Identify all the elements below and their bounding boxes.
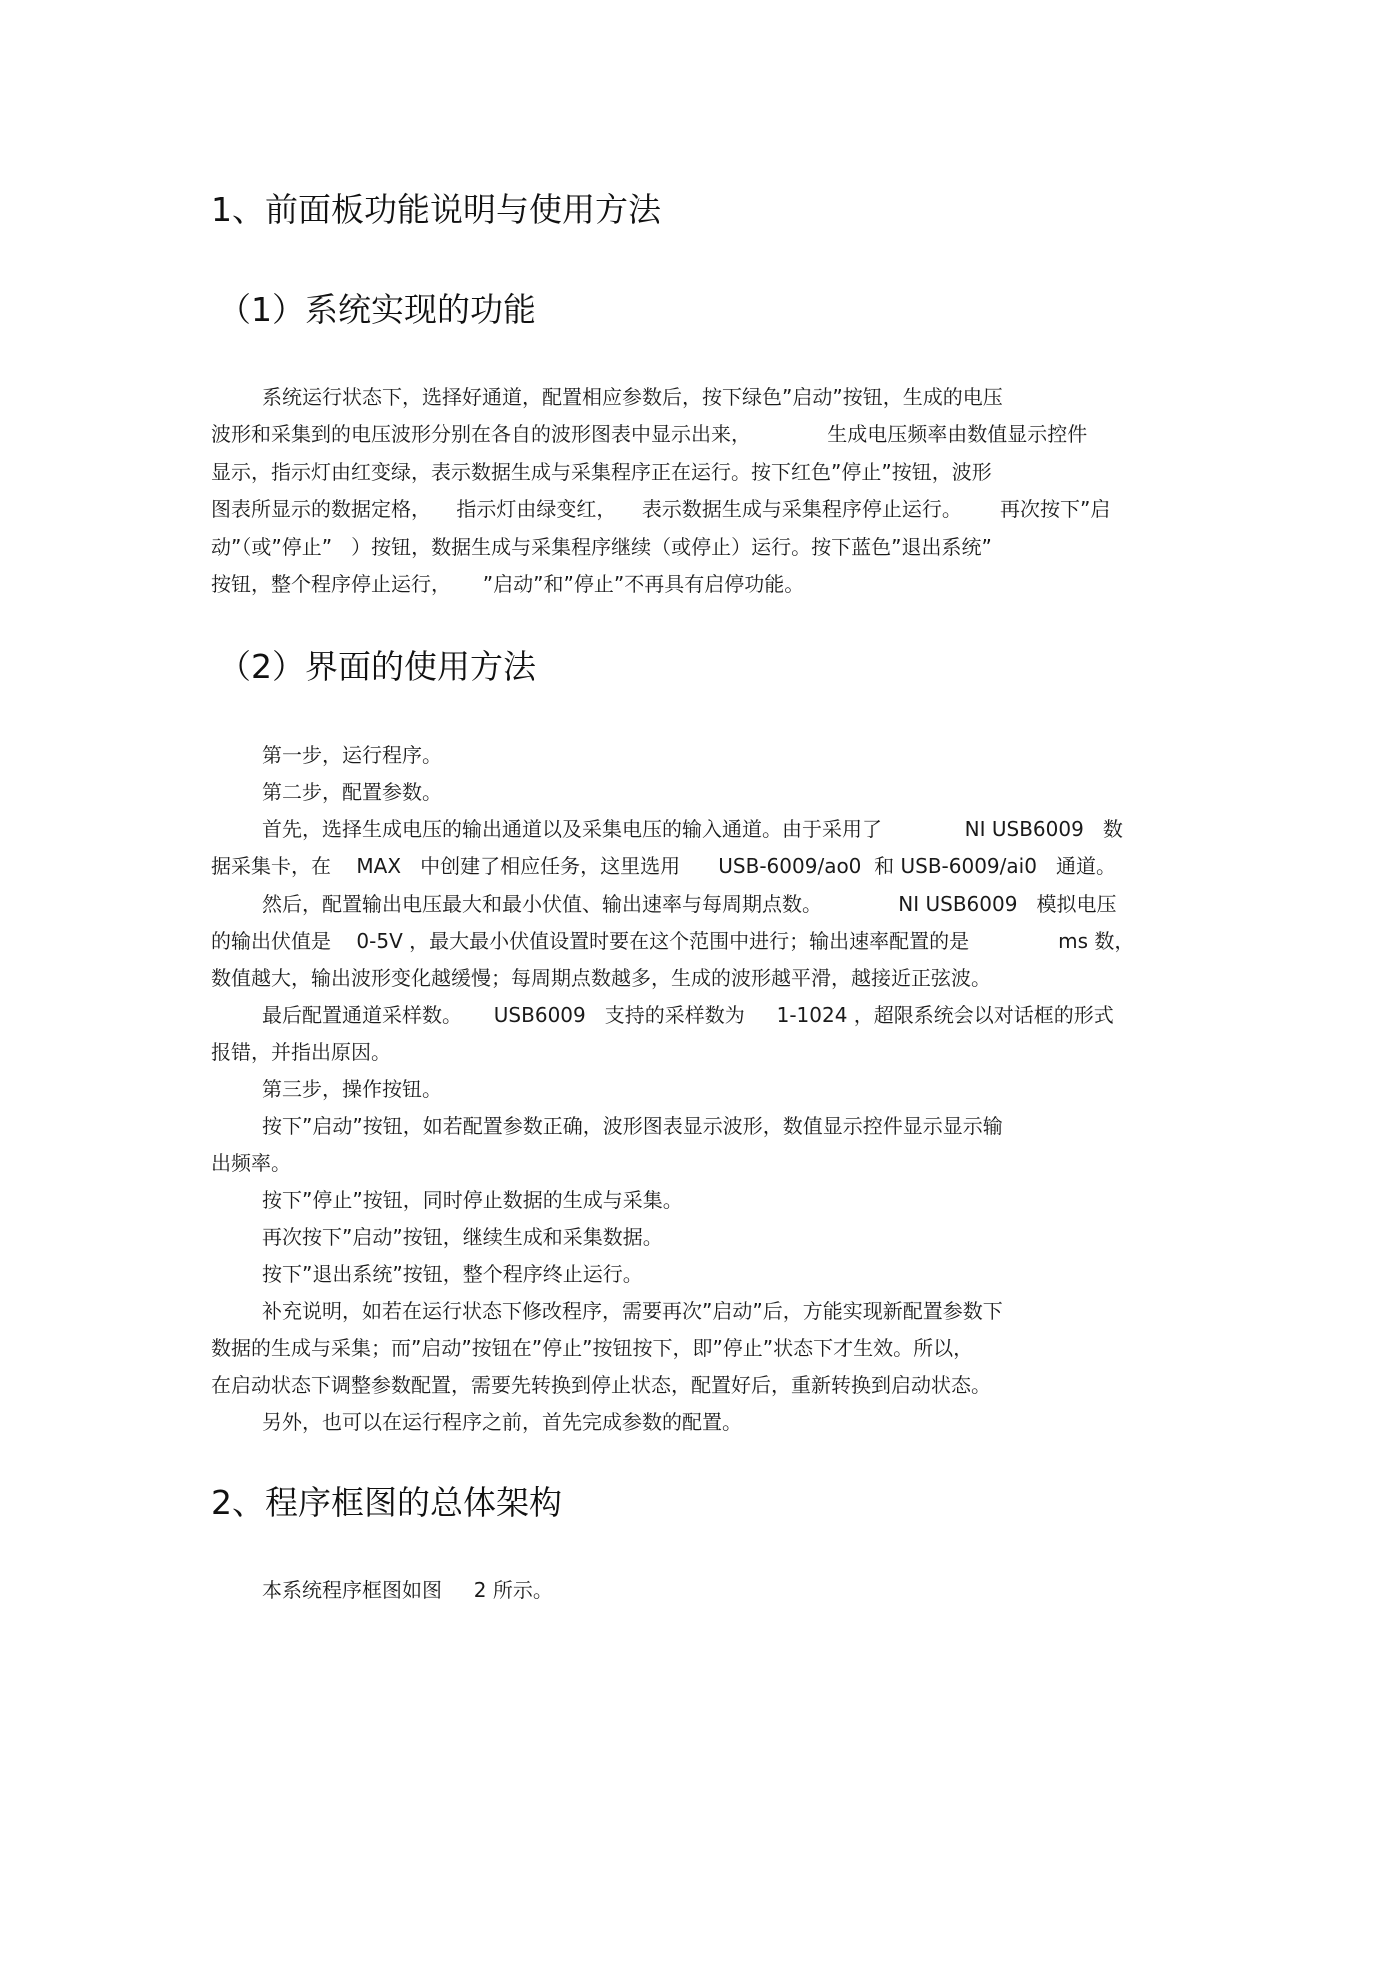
paragraph-line: 然后，配置输出电压最大和最小伏值、输出速率与每周期点数。 NI USB6009 模拟电压 [262, 892, 1117, 916]
paragraph-line: 报错，并指出原因。 [211, 1040, 391, 1064]
paragraph-line: 另外，也可以在运行程序之前，首先完成参数的配置。 [262, 1410, 742, 1434]
paragraph-line: 动”（或”停止” ）按钮，数据生成与采集程序继续（或停止）运行。按下蓝色”退出系统” [211, 535, 992, 559]
paragraph-line: 按下”停止”按钮，同时停止数据的生成与采集。 [262, 1188, 683, 1212]
paragraph-line: 补充说明，如若在运行状态下修改程序，需要再次”启动”后，方能实现新配置参数下 [262, 1299, 1003, 1323]
paragraph-line: 图表所显示的数据定格， 指示灯由绿变红， 表示数据生成与采集程序停止运行。 再次按下”启 [211, 497, 1111, 521]
paragraph-line: 首先，选择生成电压的输出通道以及采集电压的输入通道。由于采用了 NI USB6009 数 [262, 817, 1123, 841]
section-1-heading: 1、前面板功能说明与使用方法 [211, 190, 661, 229]
paragraph-line: 按钮，整个程序停止运行， ”启动”和”停止”不再具有启停功能。 [211, 572, 805, 596]
paragraph-line: 系统运行状态下，选择好通道，配置相应参数后，按下绿色”启动”按钮，生成的电压 [262, 385, 1003, 409]
paragraph-line: 波形和采集到的电压波形分别在各自的波形图表中显示出来， 生成电压频率由数值显示控件 [211, 422, 1088, 446]
subsection-2-heading: （2）界面的使用方法 [218, 647, 536, 686]
paragraph-line: 出频率。 [211, 1151, 291, 1175]
step-line: 第三步，操作按钮。 [262, 1077, 442, 1101]
paragraph-line: 按下”退出系统”按钮，整个程序终止运行。 [262, 1262, 643, 1286]
paragraph-line: 再次按下”启动”按钮，继续生成和采集数据。 [262, 1225, 663, 1249]
paragraph-line: 显示，指示灯由红变绿，表示数据生成与采集程序正在运行。按下红色”停止”按钮，波形 [211, 460, 992, 484]
section-2-heading: 2、程序框图的总体架构 [211, 1483, 562, 1522]
subsection-1-heading: （1）系统实现的功能 [218, 290, 536, 329]
paragraph-line: 的输出伏值是 0-5V ，最大最小伏值设置时要在这个范围中进行；输出速率配置的是 ms 数， [211, 929, 1135, 953]
paragraph-line: 数值越大，输出波形变化越缓慢；每周期点数越多，生成的波形越平滑，越接近正弦波。 [211, 966, 991, 990]
paragraph-line: 在启动状态下调整参数配置，需要先转换到停止状态，配置好后，重新转换到启动状态。 [211, 1373, 991, 1397]
step-line: 第一步，运行程序。 [262, 743, 442, 767]
paragraph-line: 按下”启动”按钮，如若配置参数正确，波形图表显示波形，数值显示控件显示显示输 [262, 1114, 1003, 1138]
step-line: 第二步，配置参数。 [262, 780, 442, 804]
paragraph-line: 最后配置通道采样数。 USB6009 支持的采样数为 1-1024 ，超限系统会以对话框的形式 [262, 1003, 1114, 1027]
paragraph-line: 本系统程序框图如图 2 所示。 [262, 1578, 553, 1602]
paragraph-line: 数据的生成与采集；而”启动”按钮在”停止”按钮按下，即”停止”状态下才生效。所以， [211, 1336, 974, 1360]
paragraph-line: 据采集卡，在 MAX 中创建了相应任务，这里选用 USB-6009/ao0 和 USB-6009/ai0 通道。 [211, 854, 1116, 878]
